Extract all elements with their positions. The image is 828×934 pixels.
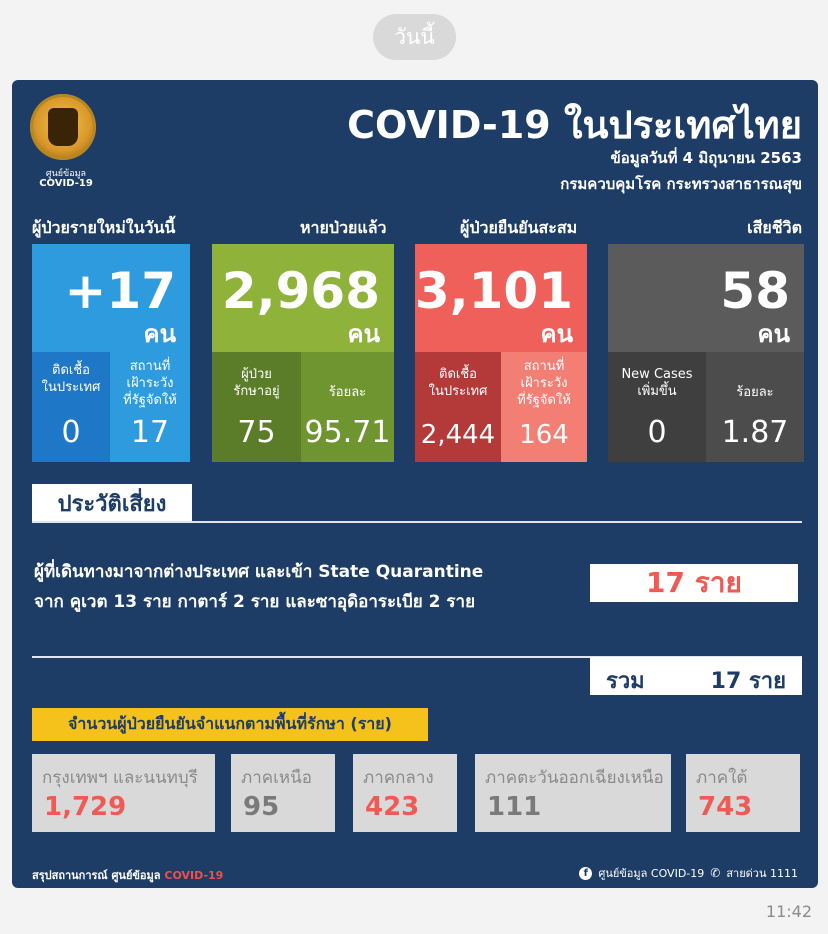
deaths-unit: คน [757,320,790,348]
recovered-unit: คน [347,320,380,348]
footer-contact [579,864,798,882]
total-box [590,657,802,695]
confirmed-label: ผู้ป่วยยืนยันสะสม [460,218,578,237]
recovered-value: 2,968 [221,262,380,320]
seal-caption-1: ศูนย์ข้อมูล [45,169,87,179]
risk-line-1: ผู้ที่เดินทางมาจากต่างประเทศ และเข้า State Quarantine [34,562,484,582]
recovered-label: หายป่วยแล้ว [300,218,387,237]
confirmed-value: 3,101 [414,262,573,320]
new-cases-domestic: ติดเชื้อ ในประเทศ 0 [32,352,110,462]
total-value: 17 ราย [710,669,786,694]
new-cases-unit: คน [143,320,176,348]
new-cases-quarantine: สถานที่ เฝ้าระวัง ที่รัฐจัดให้ 17 [110,352,190,462]
message-timestamp: 11:42 [765,902,812,921]
risk-history-tab: ประวัติเสี่ยง [32,484,192,522]
region-card-northeast: ภาคตะวันออกเฉียงเหนือ 111 [475,754,671,832]
covid-infographic-image[interactable] [12,80,818,888]
chat-date-pill: วันนี้ [373,14,456,60]
seal-caption-2: COVID-19 [39,178,93,189]
infographic-org: กรมควบคุมโรค กระทรวงสาธารณสุข [560,175,802,193]
risk-line-2: จาก คูเวต 13 ราย กาตาร์ 2 ราย และซาอุดิอาระเบีย 2 ราย [34,592,476,612]
ddc-seal-logo [30,94,96,160]
facebook-text: ศูนย์ข้อมูล COVID-19 [598,867,705,880]
phone-icon: ✆ [710,866,721,880]
facebook-icon: f [579,867,592,880]
footer-summary: สรุปสถานการณ์ ศูนย์ข้อมูล COVID-19 [32,869,224,882]
region-card-bangkok: กรุงเทพฯ และนนทบุรี 1,729 [32,754,215,832]
confirmed-quarantine: สถานที่ เฝ้าระวัง ที่รัฐจัดให้ 164 [501,352,587,462]
deaths-box [608,244,804,462]
deaths-new: New Cases เพิ่มขึ้น 0 [608,352,706,462]
region-card-central: ภาคกลาง 423 [353,754,457,832]
region-card-north: ภาคเหนือ 95 [231,754,335,832]
new-cases-label: ผู้ป่วยรายใหม่ในวันนี้ [32,218,176,237]
deaths-label: เสียชีวิต [747,218,802,237]
new-cases-value: +17 [64,262,176,320]
confirmed-box [415,244,587,462]
recovered-in-treatment: ผู้ป่วย รักษาอยู่ 75 [212,352,301,462]
infographic-title: COVID-19 ในประเทศไทย [347,103,802,147]
confirmed-domestic: ติดเชื้อ ในประเทศ 2,444 [415,352,501,462]
hotline-text: สายด่วน 1111 [726,867,798,880]
region-card-south: ภาคใต้ 743 [686,754,800,832]
recovered-box [212,244,394,462]
infographic-date: ข้อมูลวันที่ 4 มิถุนายน 2563 [610,149,802,167]
total-label: รวม [606,669,645,694]
deaths-percent: ร้อยละ 1.87 [706,352,804,462]
divider-line [32,521,802,523]
new-cases-box [32,244,190,462]
regions-title: จำนวนผู้ป่วยยืนยันจำแนกตามพื้นที่รักษา (ราย) [32,708,428,741]
confirmed-unit: คน [540,320,573,348]
deaths-value: 58 [720,262,790,320]
recovered-percent: ร้อยละ 95.71 [301,352,394,462]
risk-count-badge: 17 ราย [590,564,798,602]
